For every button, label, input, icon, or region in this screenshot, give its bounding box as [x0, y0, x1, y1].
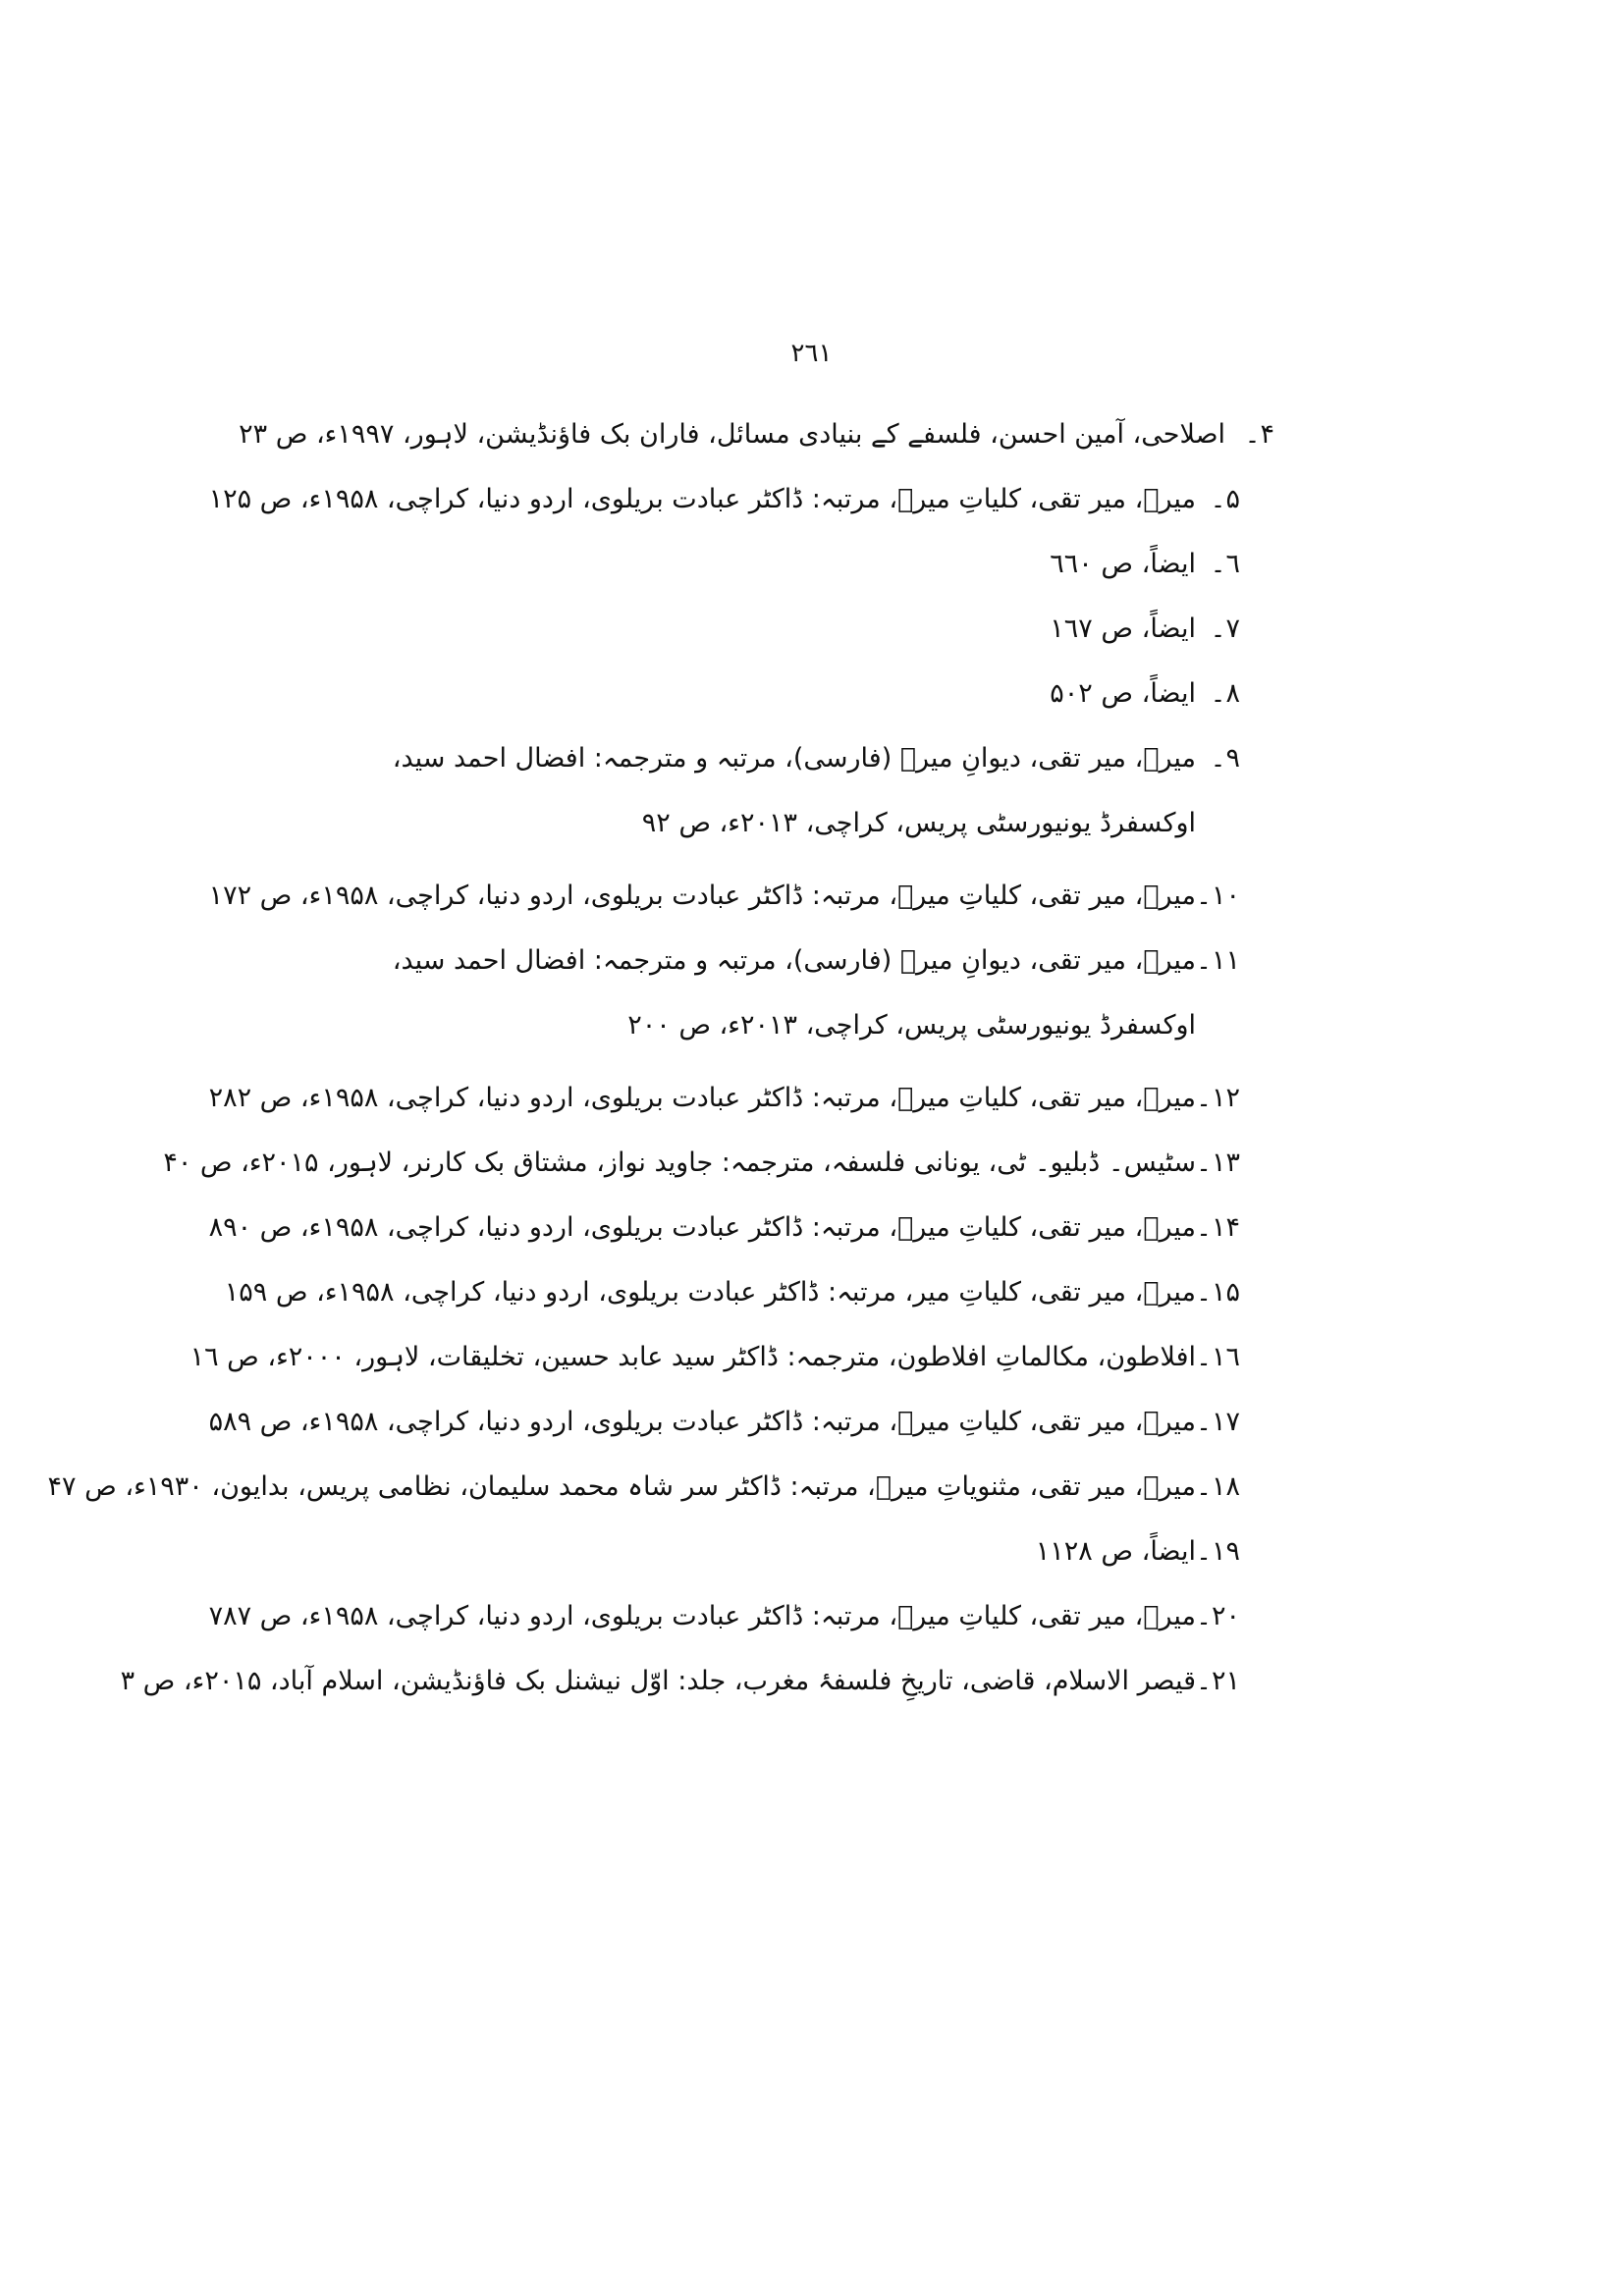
endnote: [0, 1584, 1623, 1649]
endnote-text: ایضاً، ص ١٦٧: [1050, 614, 1196, 644]
endnote-text: میرؔ، میر تقی، دیوانِ میرؔ (فارسی)، مرتبہ و مترجمہ: افضال احمد سید، اوکسفرڈ یونیورسٹی پریس، کراچی، ۲۰۱۳ء، ص ۲۰۰: [392, 945, 1196, 1041]
endnote: [0, 1390, 1623, 1455]
endnotes-list: [0, 402, 1623, 1714]
endnote-text: اصلاحی، آمین احسن، فلسفے کے بنیادی مسائل، فاران بک فاؤنڈیشن، لاہور، ۱۹۹۷ء، ص ۲۳: [239, 419, 1225, 450]
endnote: [0, 726, 1623, 864]
endnote-number: ۸۔: [1210, 678, 1240, 709]
endnote-number: ۱۳۔: [1196, 1148, 1240, 1178]
endnote: [0, 1260, 1623, 1325]
endnote-text: میرؔ، میر تقی، کلیاتِ میر، مرتبہ: ڈاکٹر عبادت بریلوی، اردو دنیا، کراچی، ۱۹۵۸ء، ص ۱۵۹: [224, 1277, 1196, 1308]
endnote: [0, 1455, 1623, 1520]
endnote-number: ۷۔: [1210, 614, 1240, 644]
endnote-number: ۱۱۔: [1196, 945, 1240, 976]
endnote: [0, 1325, 1623, 1390]
endnote: [0, 662, 1623, 726]
endnote: [0, 1131, 1623, 1196]
page-number: ۲٦١: [790, 339, 833, 368]
endnote-number: ۴۔: [1244, 419, 1274, 450]
endnote-text: میرؔ، میر تقی، کلیاتِ میرؔ، مرتبہ: ڈاکٹر عبادت بریلوی، اردو دنیا، کراچی، ۱۹۵۸ء، ص ۱۷۲: [208, 881, 1196, 911]
endnote-number: ۱۵۔: [1196, 1277, 1240, 1308]
endnote-number: ۱۷۔: [1196, 1407, 1240, 1437]
endnote: [0, 1520, 1623, 1584]
endnote: [0, 1196, 1623, 1260]
endnote-number: ١٦۔: [1196, 1342, 1240, 1372]
endnote-number: ۹۔: [1210, 743, 1240, 774]
endnote-text: میرؔ، میر تقی، کلیاتِ میرؔ، مرتبہ: ڈاکٹر عبادت بریلوی، اردو دنیا، کراچی، ۱۹۵۸ء، ص ۱۲۵: [208, 484, 1196, 514]
endnote-number: ۲۰۔: [1196, 1601, 1240, 1631]
endnote-text: سٹیس۔ ڈبلیو۔ ٹی، یونانی فلسفہ، مترجمہ: جاوید نواز، مشتاق بک کارنر، لاہور، ۲۰۱۵ء، ص ۴۰: [163, 1148, 1196, 1178]
endnote-number: ۱۰۔: [1196, 881, 1240, 911]
endnote: [0, 532, 1623, 597]
endnote-text: میرؔ، میر تقی، کلیاتِ میرؔ، مرتبہ: ڈاکٹر عبادت بریلوی، اردو دنیا، کراچی، ۱۹۵۸ء، ص ۸۹۰: [208, 1212, 1196, 1243]
endnote-text: میرؔ، میر تقی، مثنویاتِ میرؔ، مرتبہ: ڈاکٹر سر شاہ محمد سلیمان، نظامی پریس، بدایون، ۱۹۳۰ء، ص ۴۷: [47, 1471, 1196, 1502]
endnote-number: ۱۹۔: [1196, 1536, 1240, 1567]
endnote-text: ایضاً، ص ۱۱۲۸: [1035, 1536, 1196, 1567]
endnote-number: ۱۲۔: [1196, 1083, 1240, 1113]
endnote-text: افلاطون، مکالماتِ افلاطون، مترجمہ: ڈاکٹر سید عابد حسین، تخلیقات، لاہور، ۲۰۰۰ء، ص ١٦: [189, 1342, 1196, 1372]
endnote-text: میرؔ، میر تقی، کلیاتِ میرؔ، مرتبہ: ڈاکٹر عبادت بریلوی، اردو دنیا، کراچی، ۱۹۵۸ء، ص ۷۸۷: [208, 1601, 1196, 1631]
endnote: [0, 1066, 1623, 1131]
endnote: [0, 467, 1623, 532]
endnote-text: میرؔ، میر تقی، کلیاتِ میرؔ، مرتبہ: ڈاکٹر عبادت بریلوی، اردو دنیا، کراچی، ۱۹۵۸ء، ص ۲۸۲: [208, 1083, 1196, 1113]
endnote-number: ۵۔: [1210, 484, 1240, 514]
endnote-number: ۱۴۔: [1196, 1212, 1240, 1243]
endnote-text: میرؔ، میر تقی، کلیاتِ میرؔ، مرتبہ: ڈاکٹر عبادت بریلوی، اردو دنیا، کراچی، ۱۹۵۸ء، ص ۵۸۹: [208, 1407, 1196, 1437]
endnote: [0, 1649, 1623, 1714]
endnote: [0, 929, 1623, 1066]
endnote-text: ایضاً، ص ٦٦٠: [1050, 549, 1196, 579]
endnote: [0, 402, 1623, 467]
endnote-text: میرؔ، میر تقی، دیوانِ میرؔ (فارسی)، مرتبہ و مترجمہ: افضال احمد سید، اوکسفرڈ یونیورسٹی پریس، کراچی، ۲۰۱۳ء، ص ۹۲: [392, 743, 1196, 838]
endnote-text: قیصر الاسلام، قاضی، تاریخِ فلسفۂ مغرب، جلد: اوّل نیشنل بک فاؤنڈیشن، اسلام آباد، ۲۰۱۵ء، ص ۳: [120, 1666, 1196, 1696]
endnote: [0, 864, 1623, 929]
endnote-text: ایضاً، ص ۵۰۲: [1050, 678, 1196, 709]
endnote: [0, 597, 1623, 662]
endnote-number: ۲۱۔: [1196, 1666, 1240, 1696]
endnote-number: ۱۸۔: [1196, 1471, 1240, 1502]
endnote-number: ٦۔: [1210, 549, 1240, 579]
